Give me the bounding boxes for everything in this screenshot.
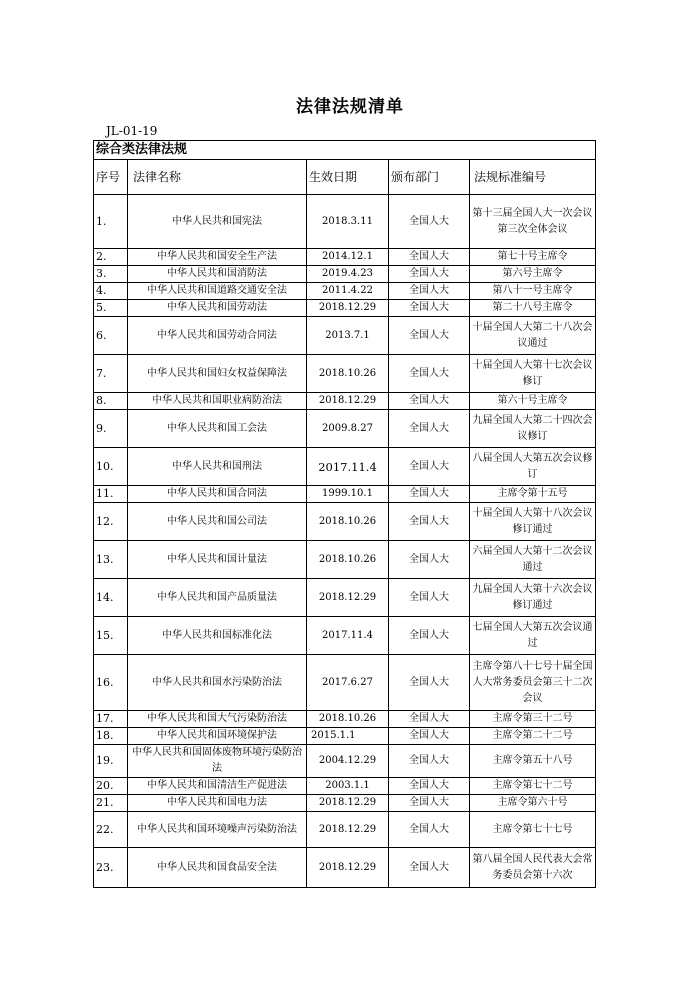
section-row — [94, 141, 596, 160]
header-name: 法律名称 — [128, 160, 307, 195]
cell-issuer: 全国人大 — [389, 486, 470, 503]
cell-issuer: 全国人大 — [389, 541, 470, 579]
cell-number: 第二十八号主席令 — [470, 300, 596, 317]
cell-issuer: 全国人大 — [389, 848, 470, 888]
cell-date: 1999.10.1 — [307, 486, 389, 503]
cell-name: 中华人民共和国安全生产法 — [128, 249, 307, 266]
cell-no: 11. — [94, 486, 128, 503]
cell-date: 2018.12.29 — [307, 579, 389, 617]
cell-issuer: 全国人大 — [389, 745, 470, 778]
cell-name: 中华人民共和国劳动合同法 — [128, 317, 307, 355]
cell-number: 主席令第六十号 — [470, 795, 596, 812]
cell-name: 中华人民共和国刑法 — [128, 448, 307, 486]
cell-name: 中华人民共和国环境噪声污染防治法 — [128, 812, 307, 848]
cell-name: 中华人民共和国标准化法 — [128, 617, 307, 655]
laws-table — [93, 140, 596, 888]
header-row — [94, 160, 596, 195]
cell-name: 中华人民共和国环境保护法 — [128, 728, 307, 745]
cell-number: 第七十号主席令 — [470, 249, 596, 266]
cell-number: 主席令第三十二号 — [470, 711, 596, 728]
cell-number: 第六号主席令 — [470, 266, 596, 283]
table-row — [94, 728, 596, 745]
cell-date: 2017.11.4 — [307, 617, 389, 655]
table-row — [94, 812, 596, 848]
cell-number: 主席令第七十二号 — [470, 778, 596, 795]
cell-number: 九届全国人大第二十四次会议修订 — [470, 410, 596, 448]
cell-no: 19. — [94, 745, 128, 778]
cell-name: 中华人民共和国职业病防治法 — [128, 393, 307, 410]
cell-issuer: 全国人大 — [389, 795, 470, 812]
cell-number: 主席令第二十二号 — [470, 728, 596, 745]
cell-name: 中华人民共和国劳动法 — [128, 300, 307, 317]
cell-issuer: 全国人大 — [389, 393, 470, 410]
cell-date: 2018.12.29 — [307, 393, 389, 410]
cell-no: 10. — [94, 448, 128, 486]
cell-number: 十届全国人大第二十八次会议通过 — [470, 317, 596, 355]
cell-no: 1. — [94, 195, 128, 249]
table-row — [94, 300, 596, 317]
table-row — [94, 503, 596, 541]
cell-date: 2013.7.1 — [307, 317, 389, 355]
cell-name: 中华人民共和国产品质量法 — [128, 579, 307, 617]
cell-date: 2018.12.29 — [307, 848, 389, 888]
table-row — [94, 195, 596, 249]
cell-no: 22. — [94, 812, 128, 848]
table-row — [94, 655, 596, 711]
cell-issuer: 全国人大 — [389, 503, 470, 541]
cell-date: 2018.10.26 — [307, 711, 389, 728]
cell-number: 第八届全国人民代表大会常务委员会第十六次 — [470, 848, 596, 888]
cell-date: 2011.4.22 — [307, 283, 389, 300]
cell-issuer: 全国人大 — [389, 195, 470, 249]
cell-issuer: 全国人大 — [389, 283, 470, 300]
table-row — [94, 283, 596, 300]
cell-issuer: 全国人大 — [389, 617, 470, 655]
cell-date: 2018.10.26 — [307, 355, 389, 393]
cell-name: 中华人民共和国食品安全法 — [128, 848, 307, 888]
cell-date: 2018.12.29 — [307, 300, 389, 317]
document-title: 法律法规清单 — [296, 97, 404, 117]
cell-name: 中华人民共和国大气污染防治法 — [128, 711, 307, 728]
cell-number: 主席令第十五号 — [470, 486, 596, 503]
table-row — [94, 355, 596, 393]
cell-issuer: 全国人大 — [389, 266, 470, 283]
cell-no: 15. — [94, 617, 128, 655]
cell-no: 6. — [94, 317, 128, 355]
cell-date: 2018.10.26 — [307, 503, 389, 541]
cell-no: 5. — [94, 300, 128, 317]
cell-no: 8. — [94, 393, 128, 410]
cell-issuer: 全国人大 — [389, 728, 470, 745]
cell-name: 中华人民共和国清洁生产促进法 — [128, 778, 307, 795]
cell-name: 中华人民共和国电力法 — [128, 795, 307, 812]
cell-number: 十届全国人大第十八次会议修订通过 — [470, 503, 596, 541]
table-row — [94, 795, 596, 812]
cell-date: 2018.12.29 — [307, 812, 389, 848]
cell-name: 中华人民共和国工会法 — [128, 410, 307, 448]
cell-name: 中华人民共和国计量法 — [128, 541, 307, 579]
cell-date: 2018.10.26 — [307, 541, 389, 579]
cell-date: 2018.3.11 — [307, 195, 389, 249]
table-row — [94, 486, 596, 503]
cell-no: 14. — [94, 579, 128, 617]
table-row — [94, 579, 596, 617]
table-row — [94, 848, 596, 888]
table-row — [94, 541, 596, 579]
cell-no: 12. — [94, 503, 128, 541]
table-row — [94, 410, 596, 448]
cell-number: 第六十号主席令 — [470, 393, 596, 410]
cell-no: 2. — [94, 249, 128, 266]
cell-no: 7. — [94, 355, 128, 393]
cell-no: 4. — [94, 283, 128, 300]
cell-issuer: 全国人大 — [389, 448, 470, 486]
cell-date: 2004.12.29 — [307, 745, 389, 778]
cell-no: 17. — [94, 711, 128, 728]
cell-issuer: 全国人大 — [389, 711, 470, 728]
cell-no: 23. — [94, 848, 128, 888]
cell-issuer: 全国人大 — [389, 812, 470, 848]
cell-name: 中华人民共和国妇女权益保障法 — [128, 355, 307, 393]
cell-number: 第八十一号主席令 — [470, 283, 596, 300]
cell-issuer: 全国人大 — [389, 249, 470, 266]
cell-no: 9. — [94, 410, 128, 448]
cell-issuer: 全国人大 — [389, 300, 470, 317]
cell-date: 2014.12.1 — [307, 249, 389, 266]
cell-number: 八届全国人大第五次会议修订 — [470, 448, 596, 486]
cell-number: 六届全国人大第十二次会议通过 — [470, 541, 596, 579]
header-date: 生效日期 — [307, 160, 389, 195]
cell-date: 2009.8.27 — [307, 410, 389, 448]
cell-issuer: 全国人大 — [389, 778, 470, 795]
cell-name: 中华人民共和国固体废物环境污染防治法 — [128, 745, 307, 778]
cell-number: 十届全国人大第十七次会议修订 — [470, 355, 596, 393]
cell-issuer: 全国人大 — [389, 579, 470, 617]
cell-issuer: 全国人大 — [389, 410, 470, 448]
table-row — [94, 249, 596, 266]
header-no: 序号 — [94, 160, 128, 195]
cell-issuer: 全国人大 — [389, 655, 470, 711]
cell-no: 20. — [94, 778, 128, 795]
cell-name: 中华人民共和国消防法 — [128, 266, 307, 283]
header-number: 法规标准编号 — [470, 160, 596, 195]
cell-number: 九届全国人大第十六次会议修订通过 — [470, 579, 596, 617]
cell-name: 中华人民共和国合同法 — [128, 486, 307, 503]
table-row — [94, 745, 596, 778]
table-row — [94, 711, 596, 728]
cell-number: 主席令第八十七号十届全国人大常务委员会第三十二次会议 — [470, 655, 596, 711]
cell-no: 21. — [94, 795, 128, 812]
cell-name: 中华人民共和国宪法 — [128, 195, 307, 249]
cell-date: 2015.1.1 — [307, 728, 389, 745]
cell-date: 2017.6.27 — [307, 655, 389, 711]
table-row — [94, 617, 596, 655]
cell-date: 2003.1.1 — [307, 778, 389, 795]
table-row — [94, 778, 596, 795]
section-title: 综合类法律法规 — [94, 141, 596, 160]
table-row — [94, 448, 596, 486]
cell-issuer: 全国人大 — [389, 355, 470, 393]
cell-date: 2018.12.29 — [307, 795, 389, 812]
table-row — [94, 393, 596, 410]
cell-no: 13. — [94, 541, 128, 579]
cell-issuer: 全国人大 — [389, 317, 470, 355]
cell-name: 中华人民共和国道路交通安全法 — [128, 283, 307, 300]
cell-number: 主席令第七十七号 — [470, 812, 596, 848]
cell-name: 中华人民共和国公司法 — [128, 503, 307, 541]
cell-date: 2017.11.4 — [307, 448, 389, 486]
cell-number: 第十三届全国人大一次会议第三次全体会议 — [470, 195, 596, 249]
table-row — [94, 317, 596, 355]
cell-no: 18. — [94, 728, 128, 745]
cell-no: 16. — [94, 655, 128, 711]
cell-number: 七届全国人大第五次会议通过 — [470, 617, 596, 655]
header-issuer: 颁布部门 — [389, 160, 470, 195]
document-code: JL-01-19 — [106, 124, 158, 138]
cell-number: 主席令第五十八号 — [470, 745, 596, 778]
cell-name: 中华人民共和国水污染防治法 — [128, 655, 307, 711]
cell-date: 2019.4.23 — [307, 266, 389, 283]
table-row — [94, 266, 596, 283]
cell-no: 3. — [94, 266, 128, 283]
